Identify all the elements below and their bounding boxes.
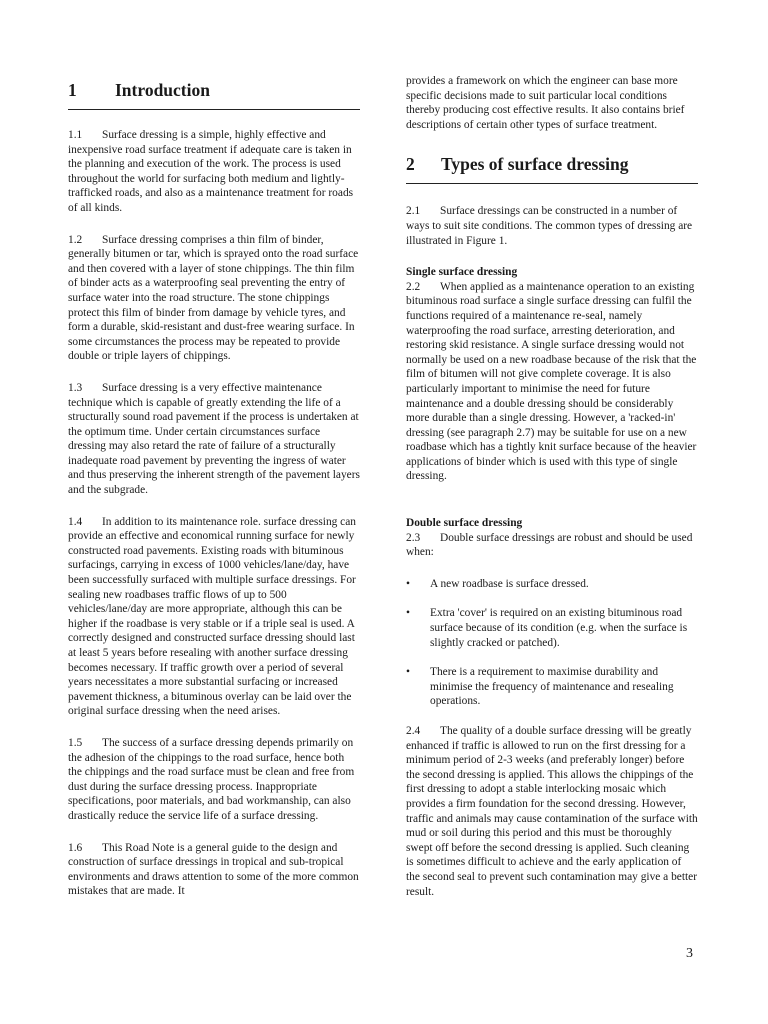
bullet-icon: • [406,666,410,679]
paragraph-text: The success of a surface dressing depends primarily on the adhesion of the chippings to the road surface, hence both the chippings and the road surface must be clean and free from dust during the surface dressing process. Inappropriate specifications, poor materials, and bad workmanship, can also drastically reduce the service life of a surface dressing. [68,736,355,822]
paragraph-text: Surface dressings can be constructed in a number of ways to suit site conditions. The common types of dressing are illustrated in Figure 1. [406,205,693,247]
paragraph-2-4 [406,724,698,899]
conditions-list [406,577,698,709]
list-item [406,606,698,650]
paragraph-number: 1.3 [68,381,83,394]
paragraph-text: In addition to its maintenance role. surface dressing can provide an effective and economical running surface for newly constructed road pavements. Existing roads with bituminous surfacings, carrying in excess of 1000 vehicles/lane/day, have been successfully surfaced with multiple surface dressings. For sealing new roadbases traffic flows of up to 500 vehicles/lane/day are more appropriate, although this can be higher if the roadbase is very stable or if a triple seal is used. A correctly designed and constructed surface dressing should last at least 5 years before resealing with another surface dressing becomes necessary. If traffic growth over a period of several years necessitates a more substantial surfacing or increased pavement thickness, a bituminous overlay can be laid over the original surface dressing when the need arises. [68,515,356,718]
right-column [406,74,698,916]
paragraph-text: When applied as a maintenance operation to an existing bituminous road surface a single surface dressing can fulfil the functions required of a maintenance re-seal, namely waterproofing the road surface, arresting deterioration, and restoring skid resistance. A single surface dressing would not normally be used on a new roadbase because of the risk that the film of bitumen will not give complete coverage. It is also particularly important to minimise the need for future maintenance and a double dressing should be considerably more durable than a single dressing. However, a 'racked-in' dressing (see paragraph 2.7) may be suitable for use on a new roadbase which has a tightly knit surface because of the heavier applications of binder which is used with this type of single dressing. [406,280,697,483]
bullet-icon: • [406,577,410,590]
paragraph-number: 2.2 [406,280,421,293]
paragraph-1-6 [68,841,360,899]
paragraph-number: 2.3 [406,531,421,544]
left-column [68,72,360,916]
paragraph-number: 1.5 [68,736,83,749]
paragraph-number: 2.4 [406,725,421,737]
section-2-heading [406,146,698,184]
section-1-heading [68,72,360,110]
paragraph-text: The quality of a double surface dressing will be greatly enhanced if traffic is allowed to run on the first dressing for a minimum period of 2-3 weeks (and preferably longer) before the second dressing is applied. This allows the chippings of the first dressing to adopt a stable interlocking mosaic which provides a firm foundation for the second dressing. However, traffic and animals may cause contamination of the surface with mud or soil during this period and this must be thoroughly swept off before the second dressing is applied. Such cleaning is sometimes difficult to achieve and the early application of the second seal to prevent such contamination may give a better result. [406,725,698,898]
bullet-icon: • [406,607,410,620]
paragraph-1-2 [68,233,360,364]
paragraph-2-1 [406,204,698,248]
paragraph-text: Surface dressing is a very effective maintenance technique which is capable of greatly extending the life of a structurally sound road pavement if the process is undertaken at the optimum time. Under certain circumstances surface dressing may also retard the rate of failure of a structurally inadequate road pavement by preventing the ingress of water and thus preserving the inherent strength of the pavement layers and the subgrade. [68,381,360,497]
section-number: 1 [68,80,77,100]
paragraph-text: This Road Note is a general guide to the design and construction of surface dressings in tropical and sub-tropical environments and draws attention to some of the more common mistakes that are made. It [68,841,359,898]
subheading-single: Single surface dressing [406,266,518,279]
page-number: 3 [686,946,693,961]
paragraph-1-3 [68,381,360,498]
paragraph-number: 2.1 [406,205,421,218]
paragraph-text: Surface dressing is a simple, highly effective and inexpensive road surface treatment if adequate care is taken in the planning and execution of the work. The process is used throughout the world for surfacing both medium and lightly-trafficked roads, and also as a maintenance treatment for roads of all kinds. [68,129,354,214]
section-title: Types of surface dressing [441,154,629,175]
section-title: Introduction [115,80,210,100]
paragraph-text: Double surface dressings are robust and should be used when: [406,531,693,559]
paragraph-number: 1.6 [68,841,83,854]
list-item [406,577,698,592]
paragraph-number: 1.1 [68,129,83,141]
paragraph-1-5 [68,736,360,824]
list-item-text: There is a requirement to maximise durability and minimise the frequency of maintenance and resealing operations. [430,666,674,708]
paragraph-2-2 [406,280,698,484]
section-number: 2 [406,154,415,175]
paragraph-text: Surface dressing comprises a thin film of binder, generally bitumen or tar, which is sprayed onto the road surface and then covered with a layer of stone chippings. The thin film of binder acts as a waterproofing seal preventing the entry of surface water into the road structure. The stone chippings protect this film of binder from damage by vehicle tyres, and form a durable, skid-resistant and dust-free wearing surface. In some circumstances the process may be repeated to provide double or triple layers of chippings. [68,233,359,363]
list-item-text: Extra 'cover' is required on an existing bituminous road surface because of its condition (e.g. when the surface is slightly cracked or patched). [430,607,688,649]
subheading-double: Double surface dressing [406,517,523,530]
paragraph-1-4 [68,515,360,719]
paragraph-1-1 [68,128,360,216]
continued-paragraph: provides a framework on which the engineer can base more specific decisions made to suit particular local conditions thereby producing cost effective results. It also contains brief descriptions of certain other types of surface treatment. [406,75,685,131]
paragraph-number: 1.2 [68,233,83,246]
list-item [406,665,698,709]
paragraph-2-3 [406,531,698,560]
paragraph-number: 1.4 [68,515,83,528]
list-item-text: A new roadbase is surface dressed. [430,577,589,590]
